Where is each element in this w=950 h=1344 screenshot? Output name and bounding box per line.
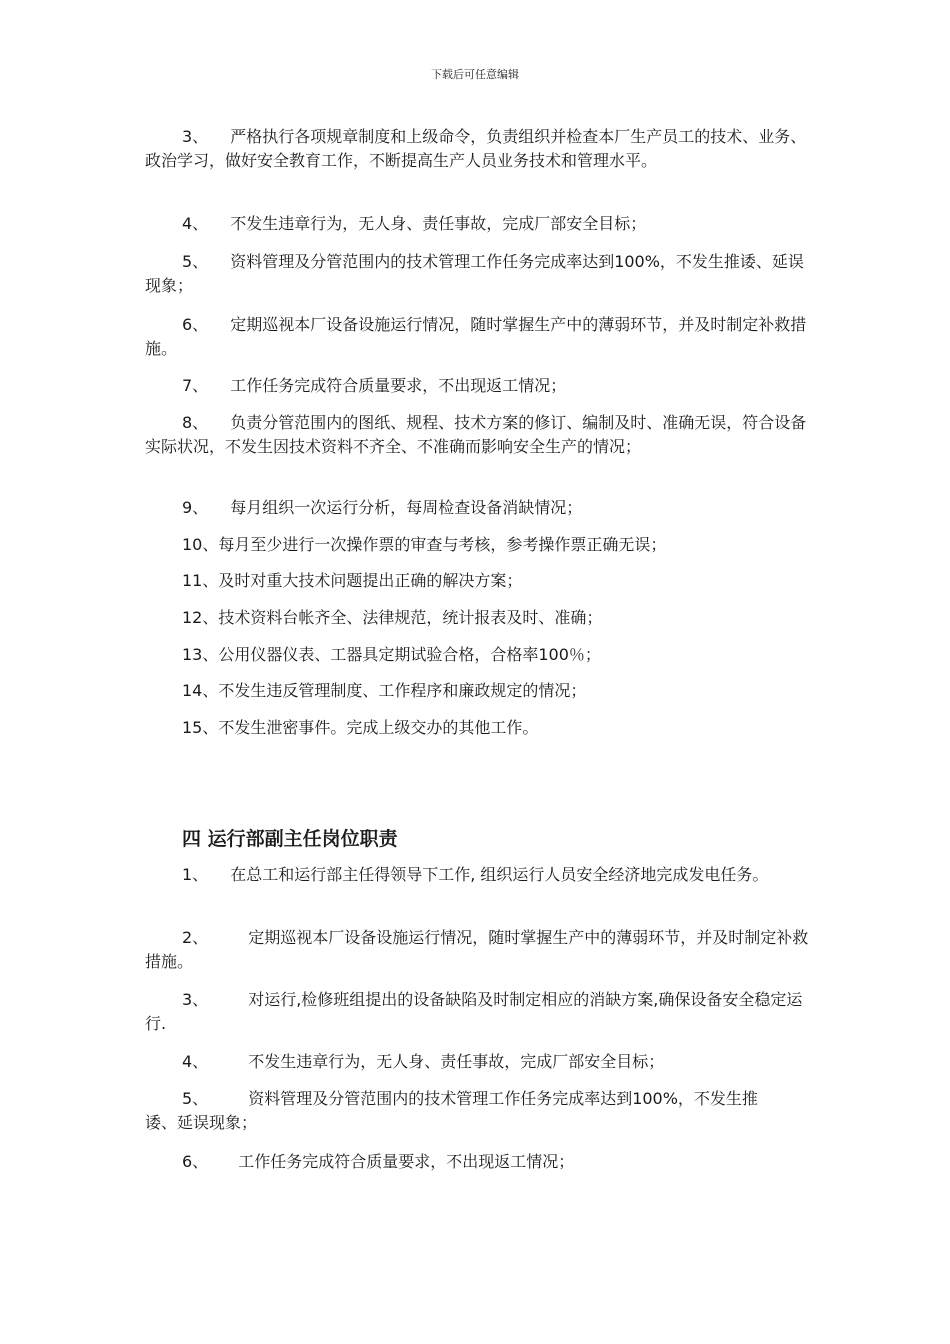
item-text: 不发生违反管理制度、工作程序和廉政规定的情况；: [218, 681, 587, 700]
list-item: [145, 863, 810, 887]
item-number: 8、: [182, 413, 209, 432]
item-text: 技术资料台帐齐全、法律规范，统计报表及时、准确；: [218, 608, 603, 627]
list-item: [145, 250, 810, 298]
item-number: 4、: [182, 214, 209, 233]
list-item: [145, 125, 810, 173]
item-text: 公用仪器仪表、工器具定期试验合格，合格率100％；: [218, 645, 601, 664]
item-text: 定期巡视本厂设备设施运行情况，随时掌握生产中的薄弱环节，并及时制定补救措施。: [145, 315, 807, 358]
list-item: [145, 1050, 810, 1074]
item-text: 及时对重大技术问题提出正确的解决方案；: [218, 571, 523, 590]
list-item: [145, 606, 810, 630]
item-text: 资料管理及分管范围内的技术管理工作任务完成率达到100%，不发生推诿、延误现象；: [145, 1089, 758, 1132]
item-number: 5、: [182, 252, 209, 271]
item-number: 5、: [182, 1089, 209, 1108]
list-item: [145, 716, 810, 740]
item-number: 2、: [182, 928, 209, 947]
item-text: 不发生违章行为，无人身、责任事故，完成厂部安全目标；: [248, 1052, 665, 1071]
list-item: [145, 569, 810, 593]
item-text: 不发生泄密事件。完成上级交办的其他工作。: [218, 718, 539, 737]
list-item: [145, 411, 810, 459]
item-text: 工作任务完成符合质量要求，不出现返工情况；: [238, 1152, 575, 1171]
list-item: [145, 679, 810, 703]
item-number: 6、: [182, 315, 209, 334]
list-item: [145, 533, 810, 557]
item-text: 不发生违章行为，无人身、责任事故，完成厂部安全目标；: [230, 214, 647, 233]
item-number: 3、: [182, 127, 209, 146]
item-number: 9、: [182, 498, 209, 517]
item-number: 1、: [182, 865, 209, 884]
item-number: 3、: [182, 990, 209, 1009]
item-number: 6、: [182, 1152, 209, 1171]
list-item: [145, 643, 810, 667]
item-number: 13、: [182, 645, 219, 664]
item-number: 4、: [182, 1052, 209, 1071]
item-number: 7、: [182, 376, 209, 395]
item-text: 对运行,检修班组提出的设备缺陷及时制定相应的消缺方案,确保设备安全稳定运行.: [145, 990, 803, 1033]
section-heading: 四 运行部副主任岗位职责: [182, 828, 398, 850]
item-text: 每月至少进行一次操作票的审查与考核，参考操作票正确无误；: [218, 535, 667, 554]
list-item: [145, 212, 810, 236]
item-number: 14、: [182, 681, 219, 700]
item-text: 负责分管范围内的图纸、规程、技术方案的修订、编制及时、准确无误，符合设备实际状况，不发生因技术资料不齐全、不准确而影响安全生产的情况；: [145, 413, 807, 456]
list-item: [145, 496, 810, 520]
page-header: 下载后可任意编辑: [431, 68, 519, 81]
item-number: 11、: [182, 571, 219, 590]
list-item: [145, 374, 810, 398]
item-text: 每月组织一次运行分析，每周检查设备消缺情况；: [230, 498, 583, 517]
list-item: [145, 926, 810, 974]
item-text: 工作任务完成符合质量要求，不出现返工情况；: [230, 376, 567, 395]
list-item: [145, 1150, 810, 1174]
item-number: 12、: [182, 608, 219, 627]
item-text: 资料管理及分管范围内的技术管理工作任务完成率达到100%，不发生推诿、延误现象；: [145, 252, 804, 295]
item-number: 15、: [182, 718, 219, 737]
item-text: 定期巡视本厂设备设施运行情况，随时掌握生产中的薄弱环节，并及时制定补救措施。: [145, 928, 809, 971]
item-text: 在总工和运行部主任得领导下工作, 组织运行人员安全经济地完成发电任务。: [230, 865, 769, 884]
item-text: 严格执行各项规章制度和上级命令，负责组织并检查本厂生产员工的技术、业务、政治学习，做好安全教育工作，不断提高生产人员业务技术和管理水平。: [145, 127, 807, 170]
list-item: [145, 313, 810, 361]
list-item: [145, 1087, 785, 1135]
list-item: [145, 988, 810, 1036]
item-number: 10、: [182, 535, 219, 554]
